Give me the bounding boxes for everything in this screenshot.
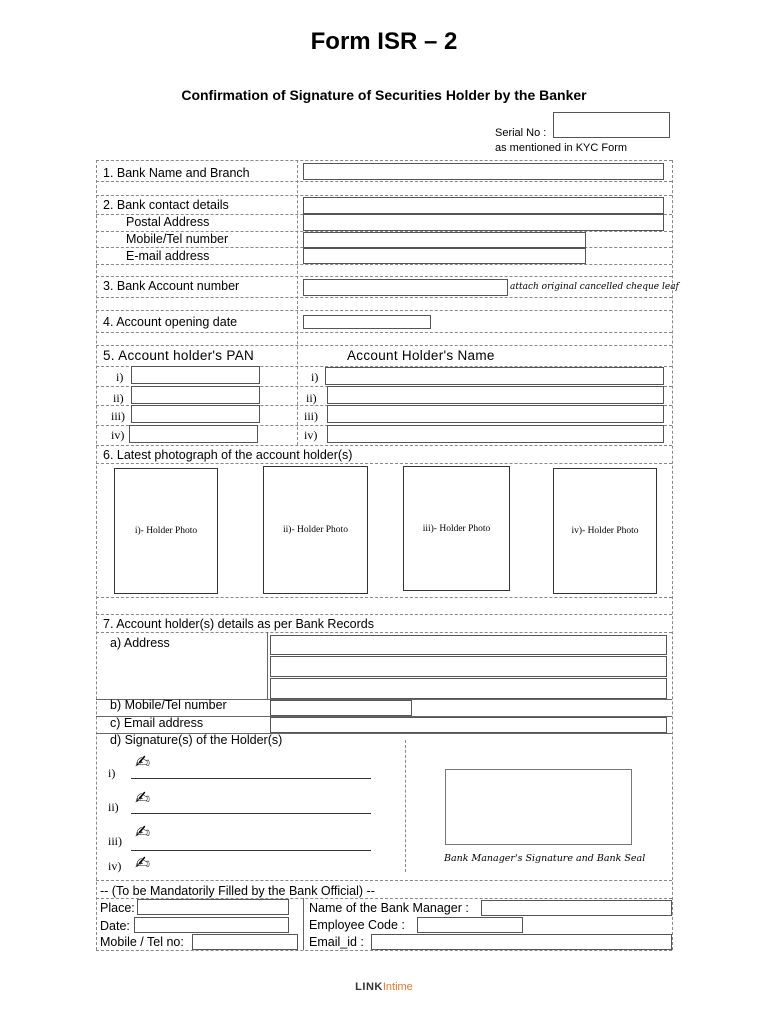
- writing-hand-icon: ✍: [135, 853, 151, 874]
- postal-address-label: Postal Address: [126, 215, 210, 229]
- pan-field-3[interactable]: [131, 405, 260, 423]
- holder-name-field-2[interactable]: [327, 386, 664, 404]
- row-line: [96, 181, 672, 182]
- holder-email-field[interactable]: [270, 717, 667, 733]
- holder-mobile-label: b) Mobile/Tel number: [110, 698, 227, 712]
- holder-name-field-1[interactable]: [325, 367, 664, 385]
- holder-name-field-3[interactable]: [327, 405, 664, 423]
- row-line: [96, 160, 672, 161]
- holder-photo-4-label: iv)- Holder Photo: [571, 526, 639, 536]
- account-opening-label: 4. Account opening date: [103, 315, 238, 329]
- signature-line-1[interactable]: [131, 778, 371, 779]
- row-line: [96, 597, 672, 598]
- row-line: [96, 614, 672, 615]
- name-roman-2: ii): [306, 391, 317, 405]
- form-title: Form ISR – 2: [310, 28, 458, 55]
- address-field-1[interactable]: [270, 635, 667, 655]
- pan-heading: 5. Account holder's PAN: [103, 348, 255, 363]
- writing-hand-icon: ✍: [135, 822, 151, 843]
- holder-name-heading: Account Holder's Name: [347, 348, 495, 363]
- serial-note: as mentioned in KYC Form: [495, 142, 628, 154]
- place-label: Place:: [100, 901, 135, 915]
- holder-photo-3-label: iii)- Holder Photo: [422, 523, 491, 534]
- mobile-label: Mobile/Tel number: [126, 232, 229, 246]
- writing-hand-icon: ✍: [135, 788, 151, 809]
- manager-field[interactable]: [481, 900, 672, 916]
- bank-name-label: 1. Bank Name and Branch: [103, 166, 250, 180]
- sig-roman-3: iii): [108, 834, 122, 848]
- name-roman-1: i): [311, 370, 319, 384]
- sig-roman-4: iv): [108, 859, 122, 873]
- row-line: [96, 264, 672, 265]
- holder-photo-2[interactable]: [263, 466, 368, 594]
- serial-no-field[interactable]: [553, 112, 670, 138]
- date-field[interactable]: [134, 917, 289, 933]
- row-line: [96, 345, 672, 346]
- bank-contact-field[interactable]: [303, 197, 664, 214]
- row-line: [96, 880, 672, 881]
- bank-name-field[interactable]: [303, 163, 664, 180]
- official-mobile-label: Mobile / Tel no:: [100, 935, 184, 949]
- address-divider: [267, 632, 268, 700]
- link-intime-logo: [0, 981, 768, 993]
- logo-light: Intime: [382, 981, 413, 993]
- seal-caption: Bank Manager's Signature and Bank Seal: [444, 853, 646, 864]
- serial-label: Serial No :: [495, 127, 547, 139]
- cheque-note: attach original cancelled cheque leaf: [510, 282, 679, 292]
- bank-seal-box[interactable]: [445, 769, 632, 845]
- date-label: Date:: [100, 919, 130, 933]
- official-divider: [303, 898, 304, 950]
- pan-field-4[interactable]: [129, 425, 258, 443]
- row-line: [96, 276, 672, 277]
- row-line: [96, 332, 672, 333]
- holder-photo-4[interactable]: [553, 468, 657, 594]
- sig-roman-2: ii): [108, 800, 119, 814]
- signature-line-2[interactable]: [131, 813, 371, 814]
- holder-photo-3[interactable]: [403, 466, 510, 591]
- holder-photo-1[interactable]: [114, 468, 218, 594]
- address-label: a) Address: [110, 636, 170, 650]
- account-number-label: 3. Bank Account number: [103, 279, 240, 293]
- address-field-2[interactable]: [270, 656, 667, 677]
- logo-bold: LINK: [355, 981, 383, 993]
- signature-label: d) Signature(s) of the Holder(s): [110, 733, 283, 747]
- row-line: [96, 632, 672, 633]
- row-line: [96, 445, 672, 446]
- signature-line-3[interactable]: [131, 850, 371, 851]
- row-line: [96, 463, 672, 464]
- official-heading: -- (To be Mandatorily Filled by the Bank Official) --: [100, 884, 375, 898]
- pan-roman-1: i): [116, 370, 124, 384]
- employee-code-field[interactable]: [417, 917, 523, 933]
- postal-address-field[interactable]: [303, 214, 664, 231]
- row-line: [96, 297, 672, 298]
- bank-records-label: 7. Account holder(s) details as per Bank Records: [103, 617, 374, 631]
- holder-name-field-4[interactable]: [327, 425, 664, 443]
- form-subtitle: Confirmation of Signature of Securities Holder by the Banker: [181, 87, 587, 103]
- photograph-label: 6. Latest photograph of the account holder(s): [103, 448, 353, 462]
- frame-left: [96, 160, 97, 950]
- official-email-label: Email_id :: [309, 935, 364, 949]
- employee-code-label: Employee Code :: [309, 918, 405, 932]
- sig-roman-1: i): [108, 766, 116, 780]
- row-line: [96, 950, 672, 951]
- email-field[interactable]: [303, 248, 586, 264]
- holder-photo-2-label: ii)- Holder Photo: [283, 525, 348, 535]
- official-email-field[interactable]: [371, 934, 672, 950]
- account-number-field[interactable]: [303, 279, 508, 296]
- pan-roman-3: iii): [111, 409, 125, 423]
- holder-email-label: c) Email address: [110, 716, 204, 730]
- pan-field-1[interactable]: [131, 366, 260, 384]
- address-field-3[interactable]: [270, 678, 667, 699]
- pan-roman-2: ii): [113, 391, 124, 405]
- frame-right: [672, 160, 673, 950]
- writing-hand-icon: ✍: [135, 752, 151, 773]
- name-roman-3: iii): [304, 409, 318, 423]
- signature-divider: [405, 740, 406, 872]
- holder-mobile-field[interactable]: [270, 700, 412, 716]
- place-field[interactable]: [137, 899, 289, 915]
- pan-field-2[interactable]: [131, 386, 260, 404]
- row-line: [96, 195, 672, 196]
- name-roman-4: iv): [304, 428, 318, 442]
- pan-roman-4: iv): [111, 428, 125, 442]
- account-opening-field[interactable]: [303, 315, 431, 329]
- manager-label: Name of the Bank Manager :: [309, 901, 469, 915]
- mobile-field[interactable]: [303, 232, 586, 248]
- bank-contact-label: 2. Bank contact details: [103, 198, 229, 212]
- holder-photo-1-label: i)- Holder Photo: [134, 526, 198, 536]
- row-line: [96, 310, 672, 311]
- official-mobile-field[interactable]: [192, 934, 298, 950]
- frame-mid: [297, 160, 298, 445]
- email-label: E-mail address: [126, 249, 210, 263]
